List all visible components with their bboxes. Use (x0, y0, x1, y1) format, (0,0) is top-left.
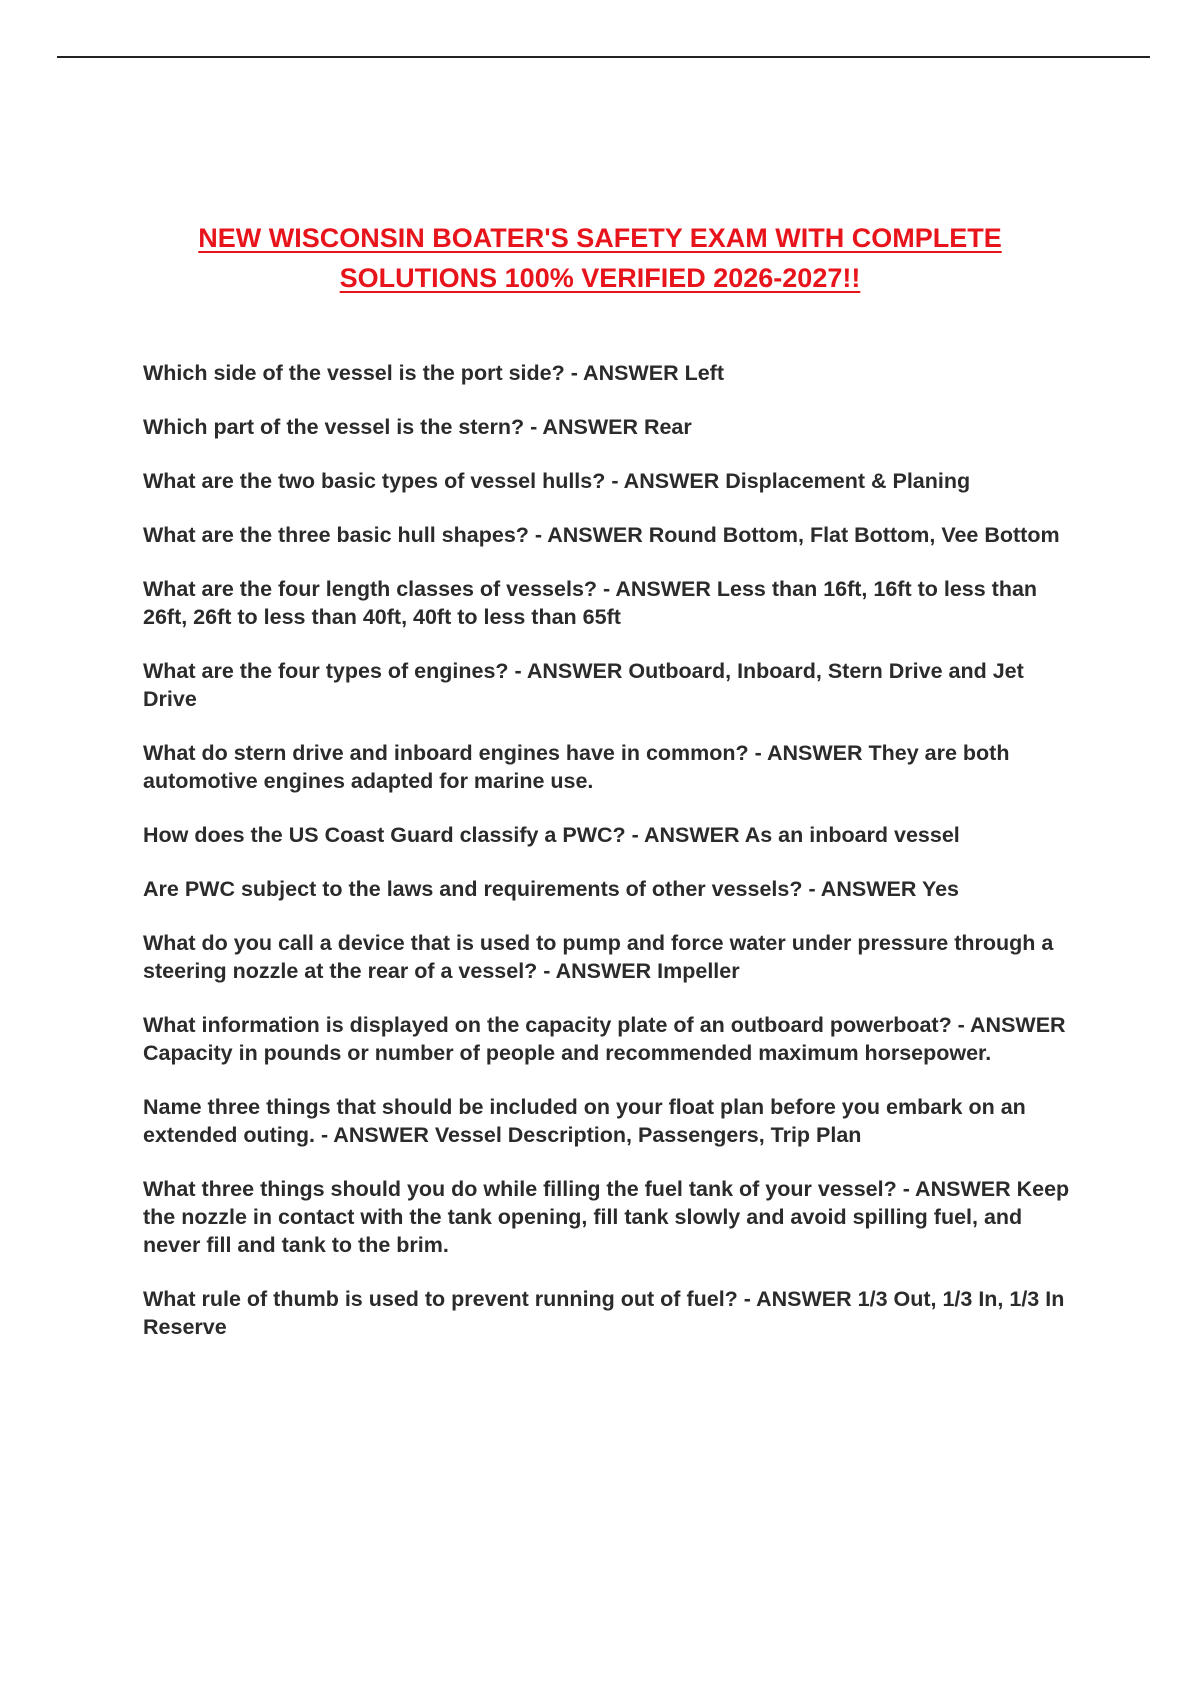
qa-item-impeller: What do you call a device that is used to pump and force water under pressure through a steering nozzle at the rear of a vessel? - ANSWER Impeller (143, 931, 1054, 983)
qa-list (143, 359, 1073, 1367)
qa-item-length-classes: What are the four length classes of vessels? - ANSWER Less than 16ft, 16ft to less than 26ft, 26ft to less than 40ft, 40ft to less than 65ft (143, 577, 1038, 629)
qa-item-hull-types: What are the two basic types of vessel hulls? - ANSWER Displacement & Planing (143, 469, 971, 493)
qa-item-float-plan: Name three things that should be included on your float plan before you embark on an extended outing. - ANSWER Vessel Description, Passengers, Trip Plan (143, 1095, 1026, 1147)
qa-item-fueling: What three things should you do while filling the fuel tank of your vessel? - ANSWER Keep the nozzle in contact with the tank opening, fill tank slowly and avoid spilling fuel, and never fill and tank to the brim. (143, 1177, 1070, 1257)
qa-item-fuel-rule: What rule of thumb is used to prevent running out of fuel? - ANSWER 1/3 Out, 1/3 In, 1/3 In Reserve (143, 1287, 1065, 1339)
qa-item-stern: Which part of the vessel is the stern? - ANSWER Rear (143, 415, 692, 439)
qa-item-pwc-classification: How does the US Coast Guard classify a PWC? - ANSWER As an inboard vessel (143, 823, 960, 847)
document-title (100, 218, 1100, 298)
qa-item-port-side: Which side of the vessel is the port side? - ANSWER Left (143, 361, 724, 385)
qa-item-capacity-plate: What information is displayed on the capacity plate of an outboard powerboat? - ANSWER Capacity in pounds or number of people and recommended maximum horsepower. (143, 1013, 1066, 1065)
document-title-line-2: SOLUTIONS 100% VERIFIED 2026-2027!! (339, 263, 861, 293)
qa-item-engines-in-common: What do stern drive and inboard engines have in common? - ANSWER They are both automotive engines adapted for marine use. (143, 741, 1010, 793)
page-top-rule (57, 56, 1150, 58)
document-title-line-1: NEW WISCONSIN BOATER'S SAFETY EXAM WITH COMPLETE (198, 223, 1002, 253)
qa-item-hull-shapes: What are the three basic hull shapes? - ANSWER Round Bottom, Flat Bottom, Vee Bottom (143, 523, 1060, 547)
qa-item-pwc-laws: Are PWC subject to the laws and requirements of other vessels? - ANSWER Yes (143, 877, 960, 901)
qa-item-engine-types: What are the four types of engines? - ANSWER Outboard, Inboard, Stern Drive and Jet Drive (143, 659, 1024, 711)
